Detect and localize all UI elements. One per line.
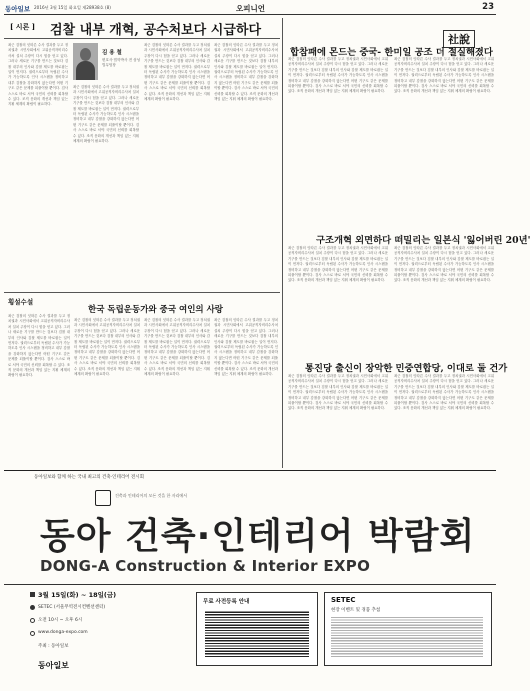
editorial3-headline: 통진당 출신이 장악한 민중연합당, 이대로 둘 건가 — [305, 363, 508, 374]
ad-top-rule — [4, 470, 496, 471]
ad-venue: SETEC (서울무역전시컨벤션센터) — [38, 605, 106, 610]
left-mid-rule — [4, 292, 280, 293]
header-rule — [4, 14, 496, 15]
ad-mid-notice: 무료 사전등록 안내 — [203, 599, 250, 605]
ad-mid-barcode — [205, 611, 309, 657]
editorial-body-col1: 최근 검찰의 잇따른 수사 결과를 두고 정치권과 시민사회에서 고위공직자비리수사처 설치 주장이 다시 힘을 얻고 있다. 그러나 새로운 기구를 만드는 것보다 검찰 내부의 인사와 감찰 제도를 바로잡는 일이 먼저다. 권력으로부터 독립된 수사가 가능하도록 인사 시스템을 정비하고 내부 감찰을 강화하지 않는다면 어떤 기구도 같은 문제를 되풀이할 뿐이다. 검사 스스로 바로 서야 국민의 신뢰를 회복할 수 있다. 조직 문화의 개선과 책임 있는 지휘 체계의 확립이 필요하다. — [8, 43, 68, 107]
ad-middle-panel — [196, 592, 318, 666]
editorial1-headline: 합참패에 몬드는 중국- 한미일 공조 더 절실해졌다 — [290, 47, 493, 58]
location-icon — [30, 605, 35, 610]
editorial2-body-col2: 최근 검찰의 잇따른 수사 결과를 두고 정치권과 시민사회에서 고위공직자비리수사처 설치 주장이 다시 힘을 얻고 있다. 그러나 새로운 기구를 만드는 것보다 검찰 내부의 인사와 감찰 제도를 바로잡는 일이 먼저다. 권력으로부터 독립된 수사가 가능하도록 인사 시스템을 정비하고 내부 감찰을 강화하지 않는다면 어떤 기구도 같은 문제를 되풀이할 뿐이다. 검사 스스로 바로 서야 국민의 신뢰를 회복할 수 있다. 조직 문화의 개선과 책임 있는 지휘 체계의 확립이 필요하다. — [394, 246, 494, 283]
globe-icon — [30, 631, 35, 636]
ad-organizer-label: 주최 : 동아일보 — [38, 644, 69, 649]
ad-right-map — [331, 617, 483, 657]
editorial-rule — [4, 38, 280, 39]
ad-info-rule — [4, 584, 496, 585]
setec-logo: SETEC — [331, 596, 356, 604]
ad-homepage[interactable]: www.donga-expo.com — [38, 630, 88, 635]
editorial-body-col3: 최근 검찰의 잇따른 수사 결과를 두고 정치권과 시민사회에서 고위공직자비리수사처 설치 주장이 다시 힘을 얻고 있다. 그러나 새로운 기구를 만드는 것보다 검찰 내부의 인사와 감찰 제도를 바로잡는 일이 먼저다. 권력으로부터 독립된 수사가 가능하도록 인사 시스템을 정비하고 내부 감찰을 강화하지 않는다면 어떤 기구도 같은 문제를 되풀이할 뿐이다. 검사 스스로 바로 서야 국민의 신뢰를 회복할 수 있다. 조직 문화의 개선과 책임 있는 지휘 체계의 확립이 필요하다. — [144, 43, 210, 102]
page-number: 23 — [482, 2, 494, 12]
ad-title-en: DONG-A Construction & Interior EXPO — [40, 557, 371, 575]
author-title: 변호사·법학박사 전 삼성 법무팀장 — [102, 58, 141, 67]
ad-hours: 오전 10시 ~ 오후 6시 — [38, 618, 83, 623]
ad-dates: 3월 15일(화) ~ 18일(금) — [38, 591, 117, 599]
ad-right-notice: 현장 이벤트 및 경품 추첨 — [331, 608, 381, 613]
hwanggu-body-col3: 최근 검찰의 잇따른 수사 결과를 두고 정치권과 시민사회에서 고위공직자비리수사처 설치 주장이 다시 힘을 얻고 있다. 그러나 새로운 기구를 만드는 것보다 검찰 내부의 인사와 감찰 제도를 바로잡는 일이 먼저다. 권력으로부터 독립된 수사가 가능하도록 인사 시스템을 정비하고 내부 감찰을 강화하지 않는다면 어떤 기구도 같은 문제를 되풀이할 뿐이다. 검사 스스로 바로 서야 국민의 신뢰를 회복할 수 있다. 조직 문화의 개선과 책임 있는 지휘 체계의 확립이 필요하다. — [144, 318, 210, 377]
calendar-icon — [30, 592, 35, 597]
hwanggu-masthead: 횡설수설 — [8, 298, 34, 306]
author-photo — [73, 43, 98, 80]
editorial1-body-col2: 최근 검찰의 잇따른 수사 결과를 두고 정치권과 시민사회에서 고위공직자비리수사처 설치 주장이 다시 힘을 얻고 있다. 그러나 새로운 기구를 만드는 것보다 검찰 내부의 인사와 감찰 제도를 바로잡는 일이 먼저다. 권력으로부터 독립된 수사가 가능하도록 인사 시스템을 정비하고 내부 감찰을 강화하지 않는다면 어떤 기구도 같은 문제를 되풀이할 뿐이다. 검사 스스로 바로 서야 국민의 신뢰를 회복할 수 있다. 조직 문화의 개선과 책임 있는 지휘 체계의 확립이 필요하다. — [394, 57, 494, 94]
column-tag: [ 시론 ] — [10, 22, 36, 31]
hwanggu-body-col4: 최근 검찰의 잇따른 수사 결과를 두고 정치권과 시민사회에서 고위공직자비리수사처 설치 주장이 다시 힘을 얻고 있다. 그러나 새로운 기구를 만드는 것보다 검찰 내부의 인사와 감찰 제도를 바로잡는 일이 먼저다. 권력으로부터 독립된 수사가 가능하도록 인사 시스템을 정비하고 내부 감찰을 강화하지 않는다면 어떤 기구도 같은 문제를 되풀이할 뿐이다. 검사 스스로 바로 서야 국민의 신뢰를 회복할 수 있다. 조직 문화의 개선과 책임 있는 지휘 체계의 확립이 필요하다. — [214, 318, 278, 377]
editorial2-headline: 구조개혁 외면하다 떠밀리는 일본식 '잃어버린 20년' — [316, 235, 530, 246]
hwanggu-body-col2: 최근 검찰의 잇따른 수사 결과를 두고 정치권과 시민사회에서 고위공직자비리수사처 설치 주장이 다시 힘을 얻고 있다. 그러나 새로운 기구를 만드는 것보다 검찰 내부의 인사와 감찰 제도를 바로잡는 일이 먼저다. 권력으로부터 독립된 수사가 가능하도록 인사 시스템을 정비하고 내부 감찰을 강화하지 않는다면 어떤 기구도 같은 문제를 되풀이할 뿐이다. 검사 스스로 바로 서야 국민의 신뢰를 회복할 수 있다. 조직 문화의 개선과 책임 있는 지휘 체계의 확립이 필요하다. — [74, 318, 140, 377]
editorial-body-col2: 최근 검찰의 잇따른 수사 결과를 두고 정치권과 시민사회에서 고위공직자비리수사처 설치 주장이 다시 힘을 얻고 있다. 그러나 새로운 기구를 만드는 것보다 검찰 내부의 인사와 감찰 제도를 바로잡는 일이 먼저다. 권력으로부터 독립된 수사가 가능하도록 인사 시스템을 정비하고 내부 감찰을 강화하지 않는다면 어떤 기구도 같은 문제를 되풀이할 뿐이다. 검사 스스로 바로 서야 국민의 신뢰를 회복할 수 있다. 조직 문화의 개선과 책임 있는 지휘 체계의 확립이 필요하다. — [73, 85, 139, 144]
ad-organizer-logo: 동아일보 — [38, 661, 69, 670]
author-name: 김 용 철 — [102, 50, 122, 56]
ad-sub-caption: 건축과 인테리어의 모든 것을 한 자리에서 — [115, 493, 188, 498]
date-line: 2016년 3월 15일 화요일 제28938호 (8) — [34, 5, 111, 10]
ad-top-line: 동아일보와 함께 하는 국내 최고의 건축·인테리어 전시회 — [34, 475, 144, 480]
ad-right-panel — [324, 592, 492, 666]
paper-name: 동아일보 — [5, 5, 31, 13]
hwanggu-headline: 한국 독립운동가와 중국 여인의 사랑 — [88, 305, 224, 315]
editorial1-body-col1: 최근 검찰의 잇따른 수사 결과를 두고 정치권과 시민사회에서 고위공직자비리수사처 설치 주장이 다시 힘을 얻고 있다. 그러나 새로운 기구를 만드는 것보다 검찰 내부의 인사와 감찰 제도를 바로잡는 일이 먼저다. 권력으로부터 독립된 수사가 가능하도록 인사 시스템을 정비하고 내부 감찰을 강화하지 않는다면 어떤 기구도 같은 문제를 되풀이할 뿐이다. 검사 스스로 바로 서야 국민의 신뢰를 회복할 수 있다. 조직 문화의 개선과 책임 있는 지휘 체계의 확립이 필요하다. — [288, 57, 388, 94]
editorial-body-col4: 최근 검찰의 잇따른 수사 결과를 두고 정치권과 시민사회에서 고위공직자비리수사처 설치 주장이 다시 힘을 얻고 있다. 그러나 새로운 기구를 만드는 것보다 검찰 내부의 인사와 감찰 제도를 바로잡는 일이 먼저다. 권력으로부터 독립된 수사가 가능하도록 인사 시스템을 정비하고 내부 감찰을 강화하지 않는다면 어떤 기구도 같은 문제를 되풀이할 뿐이다. 검사 스스로 바로 서야 국민의 신뢰를 회복할 수 있다. 조직 문화의 개선과 책임 있는 지휘 체계의 확립이 필요하다. — [214, 43, 278, 102]
editorial2-body-col1: 최근 검찰의 잇따른 수사 결과를 두고 정치권과 시민사회에서 고위공직자비리수사처 설치 주장이 다시 힘을 얻고 있다. 그러나 새로운 기구를 만드는 것보다 검찰 내부의 인사와 감찰 제도를 바로잡는 일이 먼저다. 권력으로부터 독립된 수사가 가능하도록 인사 시스템을 정비하고 내부 감찰을 강화하지 않는다면 어떤 기구도 같은 문제를 되풀이할 뿐이다. 검사 스스로 바로 서야 국민의 신뢰를 회복할 수 있다. 조직 문화의 개선과 책임 있는 지휘 체계의 확립이 필요하다. — [288, 246, 388, 283]
ad-title-ko: 동아 건축·인테리어 박람회 — [40, 516, 476, 557]
hwanggu-body-col1: 최근 검찰의 잇따른 수사 결과를 두고 정치권과 시민사회에서 고위공직자비리수사처 설치 주장이 다시 힘을 얻고 있다. 그러나 새로운 기구를 만드는 것보다 검찰 내부의 인사와 감찰 제도를 바로잡는 일이 먼저다. 권력으로부터 독립된 수사가 가능하도록 인사 시스템을 정비하고 내부 감찰을 강화하지 않는다면 어떤 기구도 같은 문제를 되풀이할 뿐이다. 검사 스스로 바로 서야 국민의 신뢰를 회복할 수 있다. 조직 문화의 개선과 책임 있는 지휘 체계의 확립이 필요하다. — [8, 314, 70, 378]
column-divider — [282, 18, 283, 468]
editorial-headline: 검찰 내부 개혁, 공수처보다 시급하다 — [50, 23, 261, 38]
editorial3-body-col2: 최근 검찰의 잇따른 수사 결과를 두고 정치권과 시민사회에서 고위공직자비리수사처 설치 주장이 다시 힘을 얻고 있다. 그러나 새로운 기구를 만드는 것보다 검찰 내부의 인사와 감찰 제도를 바로잡는 일이 먼저다. 권력으로부터 독립된 수사가 가능하도록 인사 시스템을 정비하고 내부 감찰을 강화하지 않는다면 어떤 기구도 같은 문제를 되풀이할 뿐이다. 검사 스스로 바로 서야 국민의 신뢰를 회복할 수 있다. 조직 문화의 개선과 책임 있는 지휘 체계의 확립이 필요하다. — [394, 374, 494, 411]
editorial-box-title: 社說 — [443, 30, 475, 48]
section-label: 오피니언 — [236, 4, 265, 13]
ad-logo-mark — [95, 490, 111, 506]
editorial3-body-col1: 최근 검찰의 잇따른 수사 결과를 두고 정치권과 시민사회에서 고위공직자비리수사처 설치 주장이 다시 힘을 얻고 있다. 그러나 새로운 기구를 만드는 것보다 검찰 내부의 인사와 감찰 제도를 바로잡는 일이 먼저다. 권력으로부터 독립된 수사가 가능하도록 인사 시스템을 정비하고 내부 감찰을 강화하지 않는다면 어떤 기구도 같은 문제를 되풀이할 뿐이다. 검사 스스로 바로 서야 국민의 신뢰를 회복할 수 있다. 조직 문화의 개선과 책임 있는 지휘 체계의 확립이 필요하다. — [288, 374, 388, 411]
clock-icon — [30, 618, 35, 623]
